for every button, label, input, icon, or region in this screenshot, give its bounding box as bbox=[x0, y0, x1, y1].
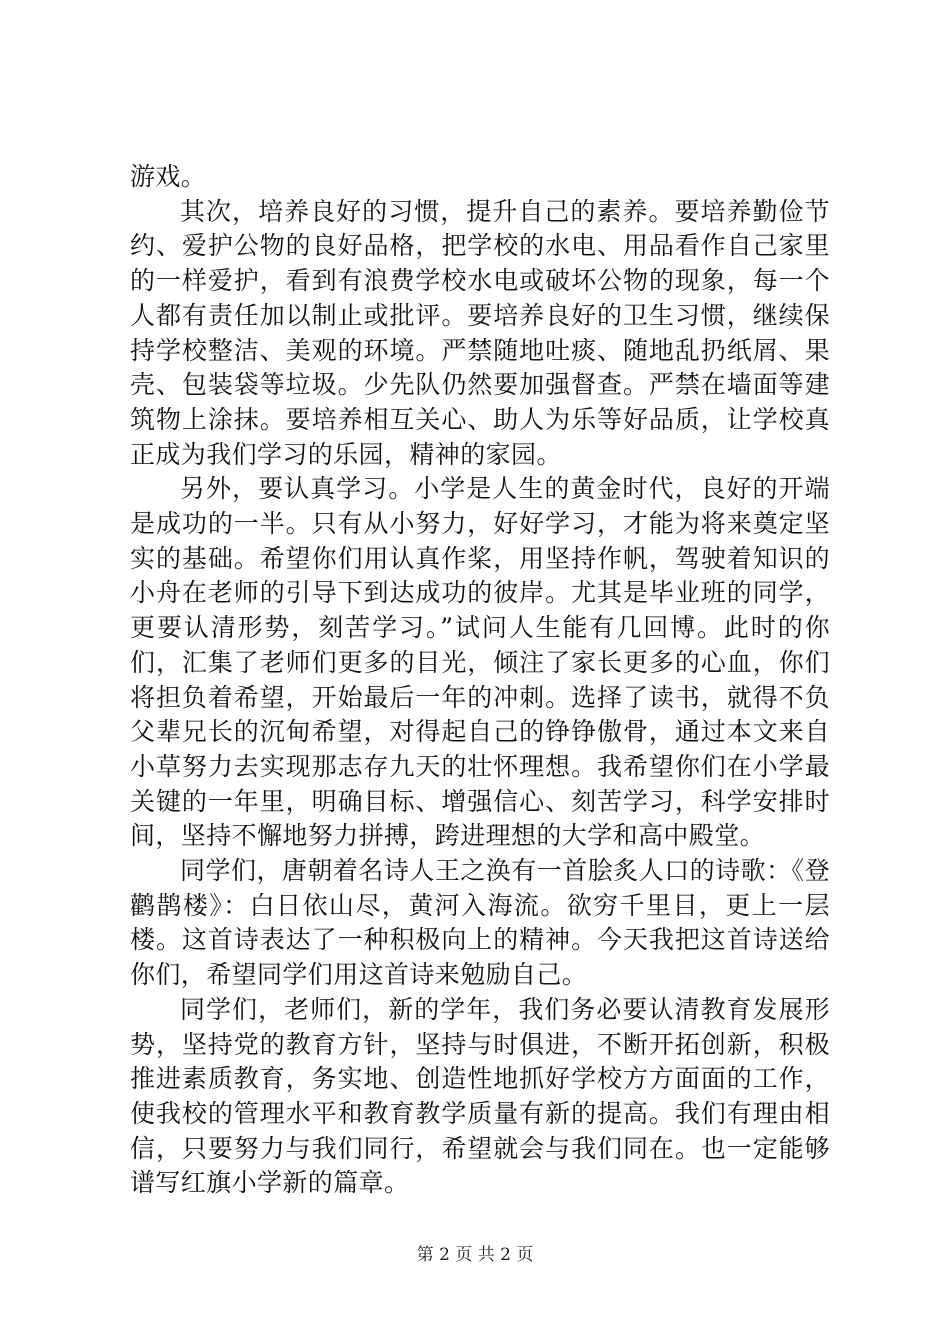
paragraph-3: 另外，要认真学习。小学是人生的黄金时代，良好的开端是成功的一半。只有从小努力，好好学习，才能为将来奠定坚实的基础。希望你们用认真作桨，用坚持作帆，驾驶着知识的小舟在老师的引导下到达成功的彼岸。尤其是毕业班的同学，更要认清形势，刻苦学习。”试问人生能有几回博。此时的你们，汇集了老师们更多的目光，倾注了家长更多的心血，你们将担负着希望，开始最后一年的冲刺。选择了读书，就得不负父辈兄长的沉甸希望，对得起自己的铮铮傲骨，通过本文来自小草努力去实现那志存九天的壮怀理想。我希望你们在小学最关键的一年里，明确目标、增强信心、刻苦学习，科学安排时间，坚持不懈地努力拼搏，跨进理想的大学和高中殿堂。 bbox=[130, 474, 830, 851]
paragraph-4: 同学们，唐朝着名诗人王之涣有一首脍炙人口的诗歌：《登鹳鹊楼》：白日依山尽，黄河入海流。欲穷千里目，更上一层楼。这首诗表达了一种积极向上的精神。今天我把这首诗送给你们，希望同学们用这首诗来勉励自己。 bbox=[130, 856, 830, 990]
page-number-footer: 第 2 页 共 2 页 bbox=[416, 1245, 534, 1265]
paragraph-5: 同学们，老师们，新的学年，我们务必要认清教育发展形势，坚持党的教育方针，坚持与时俱进，不断开拓创新，积极推进素质教育，务实地、创造性地抓好学校方方面面的工作，使我校的管理水平和教育教学质量有新的提高。我们有理由相信，只要努力与我们同行，希望就会与我们同在。也一定能够谱写红旗小学新的篇章。 bbox=[130, 994, 830, 1198]
paragraph-1: 游戏。 bbox=[130, 162, 207, 191]
paragraph-2: 其次，培养良好的习惯，提升自己的素养。要培养勤俭节约、爱护公物的良好品格，把学校的水电、用品看作自己家里的一样爱护，看到有浪费学校水电或破坏公物的现象，每一个人都有责任加以制止或批评。要培养良好的卫生习惯，继续保持学校整洁、美观的环境。严禁随地吐痰、随地乱扔纸屑、果壳、包装袋等垃圾。少先队仍然要加强督查。严禁在墙面等建筑物上涂抹。要培养相互关心、助人为乐等好品质，让学校真正成为我们学习的乐园，精神的家园。 bbox=[130, 196, 830, 469]
body-text bbox=[130, 160, 830, 1201]
